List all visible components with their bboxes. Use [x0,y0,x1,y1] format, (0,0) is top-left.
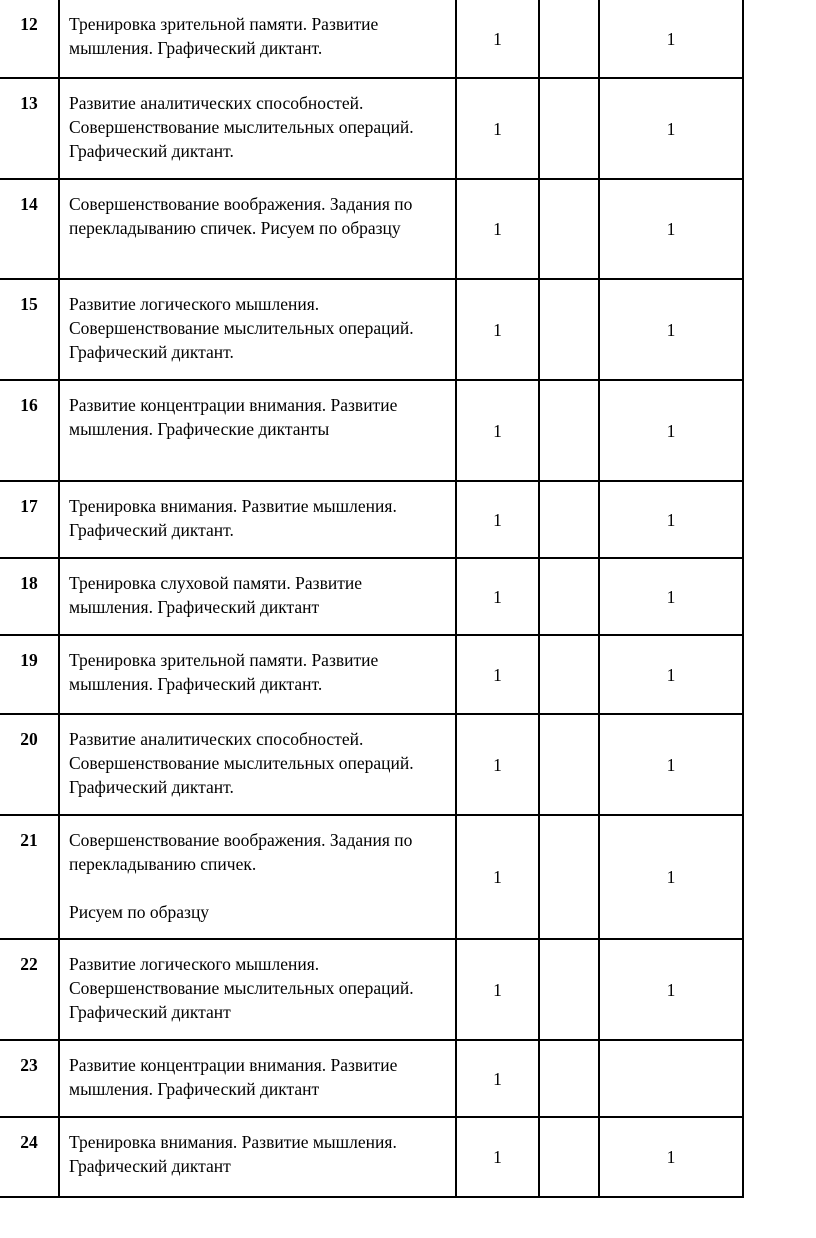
lesson-topic-text: Развитие концентрации внимания. Развитие мышления. Графический диктант [69,1055,398,1099]
lesson-topic-text: Рисуем по образцу [69,902,210,922]
hours-practice-cell [539,78,599,179]
table-row [0,635,743,714]
hours-practice-cell [539,481,599,558]
lesson-number: 24 [0,1117,59,1197]
lesson-number: 12 [0,0,59,78]
table-row [0,78,743,179]
hours-theory-cell: 1 [456,714,539,815]
table-row [0,939,743,1040]
hours-theory-cell: 1 [456,279,539,380]
lesson-number: 19 [0,635,59,714]
lesson-topic [59,380,456,481]
table-row [0,179,743,279]
hours-total-cell: 1 [599,635,743,714]
lesson-topic-text: Тренировка внимания. Развитие мышления. Графический диктант. [69,496,397,540]
lesson-topic-text: Развитие аналитических способностей. Совершенствование мыслительных операций. Графический диктант. [69,93,414,161]
hours-practice-cell [539,179,599,279]
lesson-number: 15 [0,279,59,380]
hours-total-cell: 1 [599,939,743,1040]
hours-theory-cell: 1 [456,939,539,1040]
lesson-topic [59,558,456,635]
table-row [0,714,743,815]
lesson-number: 17 [0,481,59,558]
lesson-topic [59,179,456,279]
table-row [0,558,743,635]
hours-theory-cell: 1 [456,0,539,78]
lesson-topic [59,1117,456,1197]
hours-practice-cell [539,1117,599,1197]
lesson-topic-text: Развитие логического мышления. Совершенствование мыслительных операций. Графический диктант [69,954,414,1022]
lesson-topic [59,279,456,380]
hours-theory-cell: 1 [456,380,539,481]
lesson-topic-text: Тренировка зрительной памяти. Развитие мышления. Графический диктант. [69,650,379,694]
hours-practice-cell [539,815,599,939]
hours-theory-cell: 1 [456,179,539,279]
hours-total-cell: 1 [599,179,743,279]
hours-total-cell [599,1040,743,1117]
hours-practice-cell [539,380,599,481]
lesson-number: 20 [0,714,59,815]
table-row [0,279,743,380]
hours-total-cell: 1 [599,481,743,558]
hours-theory-cell: 1 [456,558,539,635]
lesson-topic-text: Совершенствование воображения. Задания по перекладыванию спичек. Рисуем по образцу [69,194,413,238]
hours-practice-cell [539,279,599,380]
hours-theory-cell: 1 [456,815,539,939]
lesson-topic [59,1040,456,1117]
hours-practice-cell [539,939,599,1040]
lesson-topic-text: Развитие аналитических способностей. Совершенствование мыслительных операций. Графический диктант. [69,729,414,797]
hours-total-cell: 1 [599,380,743,481]
hours-theory-cell: 1 [456,1117,539,1197]
lesson-topic-text: Тренировка зрительной памяти. Развитие мышления. Графический диктант. [69,14,379,58]
table-row [0,1117,743,1197]
hours-practice-cell [539,1040,599,1117]
hours-theory-cell: 1 [456,1040,539,1117]
table-row [0,1040,743,1117]
lesson-topic-text: Совершенствование воображения. Задания по перекладыванию спичек. [69,830,413,874]
lesson-topic [59,481,456,558]
hours-practice-cell [539,714,599,815]
lesson-number: 13 [0,78,59,179]
lesson-topic-text: Развитие логического мышления. Совершенствование мыслительных операций. Графический диктант. [69,294,414,362]
hours-theory-cell: 1 [456,635,539,714]
table-row [0,481,743,558]
hours-total-cell: 1 [599,1117,743,1197]
lesson-number: 22 [0,939,59,1040]
lesson-number: 14 [0,179,59,279]
table-row [0,815,743,939]
table-row [0,0,743,78]
paragraph-gap [69,876,447,900]
lesson-topic [59,0,456,78]
lesson-number: 18 [0,558,59,635]
hours-total-cell: 1 [599,78,743,179]
lesson-topic [59,939,456,1040]
hours-practice-cell [539,635,599,714]
lesson-topic [59,714,456,815]
lesson-number: 23 [0,1040,59,1117]
lesson-topic [59,815,456,939]
hours-theory-cell: 1 [456,481,539,558]
hours-total-cell: 1 [599,815,743,939]
hours-theory-cell: 1 [456,78,539,179]
lesson-number: 21 [0,815,59,939]
lesson-topic [59,635,456,714]
lesson-topic-text: Тренировка внимания. Развитие мышления. Графический диктант [69,1132,397,1176]
lesson-number: 16 [0,380,59,481]
hours-total-cell: 1 [599,558,743,635]
hours-practice-cell [539,0,599,78]
hours-practice-cell [539,558,599,635]
hours-total-cell: 1 [599,714,743,815]
hours-total-cell: 1 [599,0,743,78]
lesson-topic-text: Развитие концентрации внимания. Развитие мышления. Графические диктанты [69,395,398,439]
table-row [0,380,743,481]
lesson-topic [59,78,456,179]
hours-total-cell: 1 [599,279,743,380]
lesson-topic-text: Тренировка слуховой памяти. Развитие мышления. Графический диктант [69,573,362,617]
